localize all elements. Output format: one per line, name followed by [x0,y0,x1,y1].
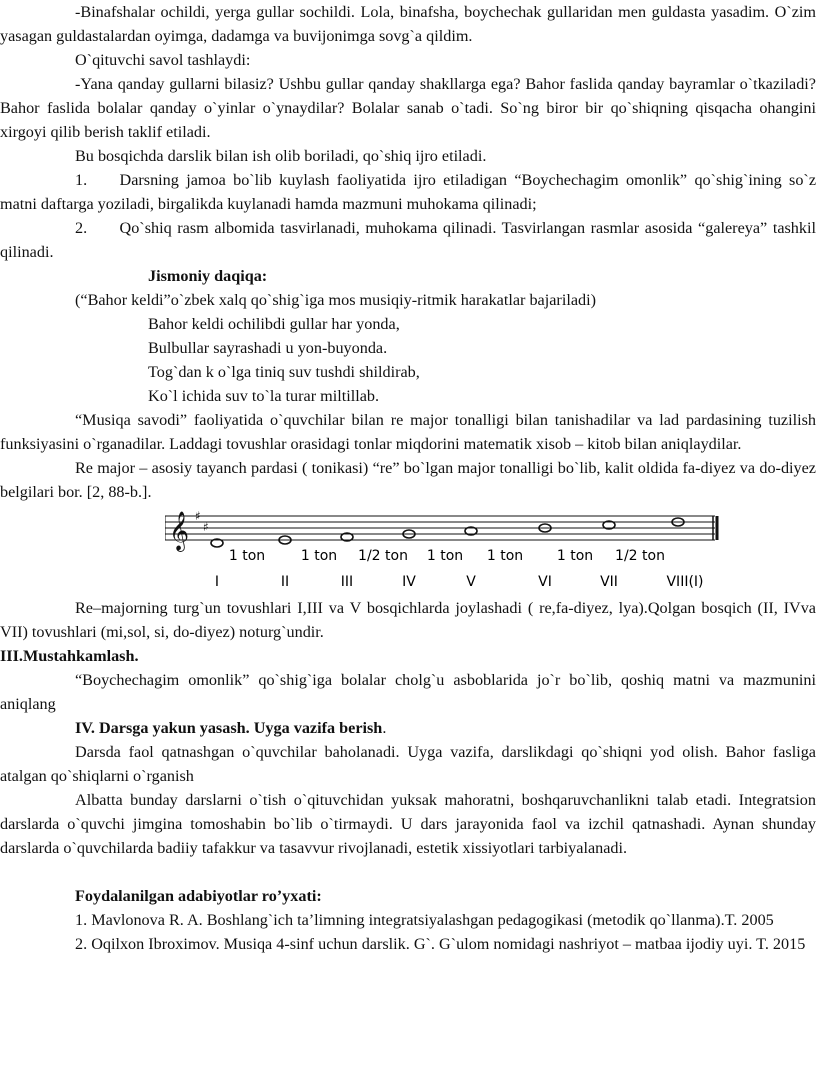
degree-label: IV [402,574,416,590]
section-heading-yakun [0,716,816,740]
poem-line-4: Ko`l ichida suv to`la turar miltillab. [148,387,380,405]
music-staff-svg [165,510,725,596]
degree-label: II [280,574,290,590]
paragraph-11: “Boychechagim omonlik” qo`shig`iga bolalar cholg`u asboblarida jo`r bo`lib, qoshiq matni va mazmunini aniqlang [0,671,816,713]
paragraph-10: Re–majorning turg`un tovushlari I,III va V bosqichlarda joylashadi ( re,fa-diyez, lya).Qolgan bosqich (II, IVva VII) tovushlari (mi,sol, si, do-diyez) noturg`undir. [0,599,816,641]
degree-label: I [214,574,220,590]
paragraph-2: O`qituvchi savol tashlaydi: [75,51,251,69]
paragraph-4: Bu bosqichda darslik bilan ish olib boriladi, qo`shiq ijro etiladi. [75,147,487,165]
heading-period: . [382,719,387,737]
paragraph-1: -Binafshalar ochildi, yerga gullar sochildi. Lola, binafsha, boychechak gullaridan men guldasta yasadim. O`zim yasagan guldastalardan oyimga, dadamga va buvijonimga sovg`a qildim. [0,3,816,45]
interval-label: 1 ton [228,548,266,564]
svg-text:♯: ♯ [203,520,209,534]
degree-label: V [466,574,476,590]
section-heading-yakun-text: IV. Darsga yakun yasash. Uyga vazifa berish [75,719,383,737]
poem-line-1: Bahor keldi ochilibdi gullar har yonda, [148,315,400,333]
degree-labels [215,574,704,590]
interval-labels [229,548,665,564]
paragraph-12: Darsda faol qatnashgan o`quvchilar baholanadi. Uyga vazifa, darslikdagi qo`shiqni yod olish. Bahor fasliga atalgan qo`shiqlarni o`rganish [0,743,816,785]
reference-item-2: 2. Oqilxon Ibroximov. Musiqa 4-sinf uchun darslik. G`. G`ulom nomidagi nashriyot – matbaa ijodiy uyi. T. 2015 [75,935,806,953]
list-item-1: 1. Darsning jamoa bo`lib kuylash faoliyatida ijro etiladigan “Boychechagim omonlik” qo`shig`ining so`z matni daftarga yoziladi, birgalikda kuylanadi hamda mazmuni muhokama qilinadi; [0,171,816,213]
degree-label: VI [538,574,552,590]
re-major-scale-figure [0,510,816,596]
degree-label: III [340,574,354,590]
paragraph-13: Albatta bunday darslarni o`tish o`qituvchidan yuksak mahoratni, boshqaruvchanlikni talab etadi. Integratsion darslarda o`quvchi jimgina tomoshabin bo`lib o`tirmaydi. U dars jarayonida faol va izchil qatnashadi. Aynan shunday darslarda o`quvchilarda badiiy tafakkur va tasavvur rivojlanadi, estetik xissiyotlari tarbiyalanadi. [0,791,816,857]
interval-label: 1 ton [300,548,338,564]
section-heading-jismoniy: Jismoniy daqiqa: [148,267,268,285]
paragraph-7: (“Bahor keldi”o`zbek xalq qo`shig`iga mos musiqiy-ritmik harakatlar bajariladi) [75,291,596,309]
section-heading-mustahkamlash: III.Mustahkamlash. [0,647,139,665]
poem-line-3: Tog`dan k o`lga tiniq suv tushdi shildirab, [148,363,420,381]
treble-clef-icon: 𝄞 [169,511,190,551]
degree-label: VIII(I) [666,574,704,590]
poem-line-2: Bulbullar sayrashadi u yon-buyonda. [148,339,388,357]
paragraph-9: Re major – asosiy tayanch pardasi ( tonikasi) “re” bo`lgan major tonalligi bo`lib, kalit oldida fa-diyez va do-diyez belgilari bor. [2, 88-b.]. [0,459,816,501]
svg-text:♯: ♯ [195,510,201,523]
degree-label: VII [600,574,618,590]
spacer [0,860,816,884]
interval-label: 1/2 ton [615,548,665,564]
staff-lines [165,516,717,540]
interval-label: 1 ton [556,548,594,564]
interval-label: 1 ton [426,548,464,564]
interval-label: 1/2 ton [358,548,408,564]
reference-item-1: 1. Mavlonova R. A. Boshlang`ich ta’limning integratsiyalashgan pedagogikasi (metodik qo`llanma).T. 2005 [75,911,774,929]
list-item-2: 2. Qo`shiq rasm albomida tasvirlanadi, muhokama qilinadi. Tasvirlangan rasmlar asosida “galereya” tashkil qilinadi. [0,219,816,261]
references-title: Foydalanilgan adabiyotlar ro’yxati: [75,887,322,905]
paragraph-3: -Yana qanday gullarni bilasiz? Ushbu gullar qanday shakllarga ega? Bahor faslida qanday bayramlar o`tkaziladi? Bahor faslida bolalar qanday o`yinlar o`ynaydilar? Bolalar sanab o`tadi. So`ng biror bir qo`shiqning qisqacha ohangini xirgoyi qilib berish taklif etiladi. [0,75,816,141]
interval-label: 1 ton [486,548,524,564]
paragraph-8: “Musiqa savodi” faoliyatida o`quvchilar bilan re major tonalligi bilan tanishadilar va lad pardasining tuzilish funksiyasini o`rganadilar. Laddagi tovushlar orasidagi tonlar miqdorini matematik xisob – kitob bilan aniqlaydilar. [0,411,816,453]
